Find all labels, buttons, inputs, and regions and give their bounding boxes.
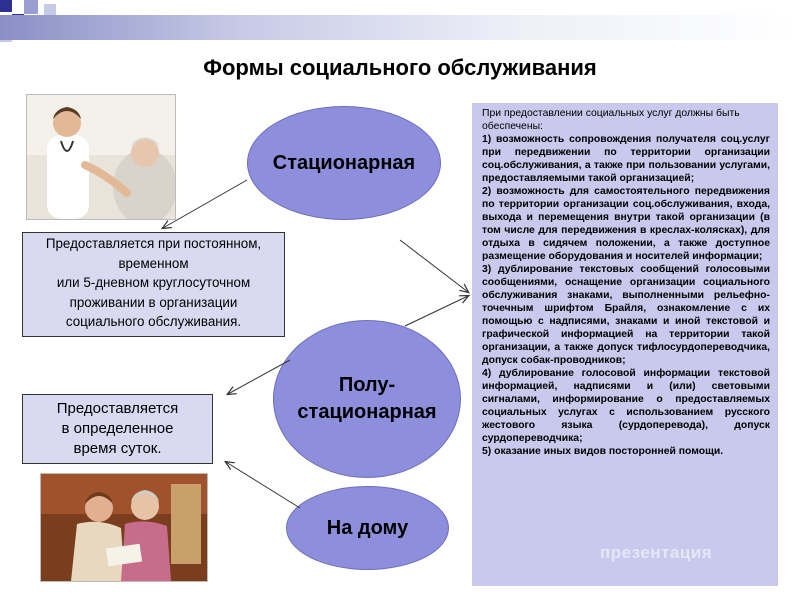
- requirement-item: 5) оказание иных видов посторонней помощи.: [482, 446, 724, 457]
- requirements-panel: [472, 103, 778, 586]
- form-stationary-label: Стационарная: [272, 151, 416, 174]
- stationary-description-line: социального обслуживания.: [65, 314, 242, 330]
- page-title: Формы социального обслуживания: [203, 55, 597, 80]
- photo-nurse-illustration: [27, 95, 175, 219]
- stationary-description-line: проживании в организации: [69, 294, 238, 310]
- form-stationary-ellipse: [247, 106, 441, 220]
- stationary-description-line: временном: [118, 255, 189, 271]
- semi-description-line: Предоставляется: [56, 400, 179, 417]
- arrow-semi-to-panel: [405, 296, 468, 326]
- form-semistationary-label-line1: Полу-: [338, 374, 396, 396]
- form-semistationary-ellipse: [273, 320, 461, 478]
- photo-reading-illustration: [41, 474, 207, 581]
- requirement-item: 4) дублирование голосовой информации текстовой информацией, надписями и (или) световыми сигналами, информирование о предоставляемых социальных услугах с использованием русского жестового языка (сурдоперевода), допуск сурдопереводчика;: [482, 368, 770, 444]
- photo-women-reading: [40, 473, 208, 582]
- semi-description-line: время суток.: [73, 440, 162, 457]
- stationary-description-line: или 5-дневном круглосуточном: [56, 275, 251, 291]
- form-home-ellipse: [286, 486, 449, 570]
- photo-nurse-with-patient: [26, 94, 176, 220]
- form-home-label: На дому: [326, 516, 409, 539]
- arrow-home-to-box: [226, 462, 300, 508]
- requirement-item: 3) дублирование текстовых сообщений голосовыми сообщениями, оснащение организации социального обслуживания знаками, выполненными рельефно-точечным шрифтом Брайля, ознакомление с их помощью с надписями, знаками и иной текстовой и графической информацией на территории такой организации, а также допуск тифлосурдопереводчика, допуск собак-проводников;: [482, 264, 770, 366]
- semi-description-box: [22, 394, 213, 464]
- decor-square-1: [0, 0, 12, 12]
- stationary-description-line: Предоставляется при постоянном,: [45, 236, 262, 251]
- watermark-text: презентация: [600, 543, 713, 562]
- requirements-intro: При предоставлении социальных услуг должны быть обеспечены:: [482, 108, 740, 132]
- arrow-stationary-to-panel: [400, 240, 468, 292]
- header-gradient-bar: [0, 15, 800, 40]
- requirement-item: 1) возможность сопровождения получателя соц.услуг при передвижении по территории организации соц.обслуживания, а также при пользовании услугами, предоставляемыми такой организацией;: [482, 134, 770, 184]
- decor-square-2: [24, 0, 38, 14]
- requirement-item: 2) возможность для самостоятельного передвижения по территории организации соц.обслуживания, входа, выхода и перемещения внутри такой организации (в том числе для передвижения в креслах-колясках), для отдыха в сидячем положении, а также доступное размещение оборудования и носителей информации;: [482, 186, 770, 262]
- stationary-description-box: [22, 232, 285, 337]
- form-semistationary-label-line2: стационарная: [297, 401, 437, 423]
- semi-description-line: в определенное: [61, 420, 174, 437]
